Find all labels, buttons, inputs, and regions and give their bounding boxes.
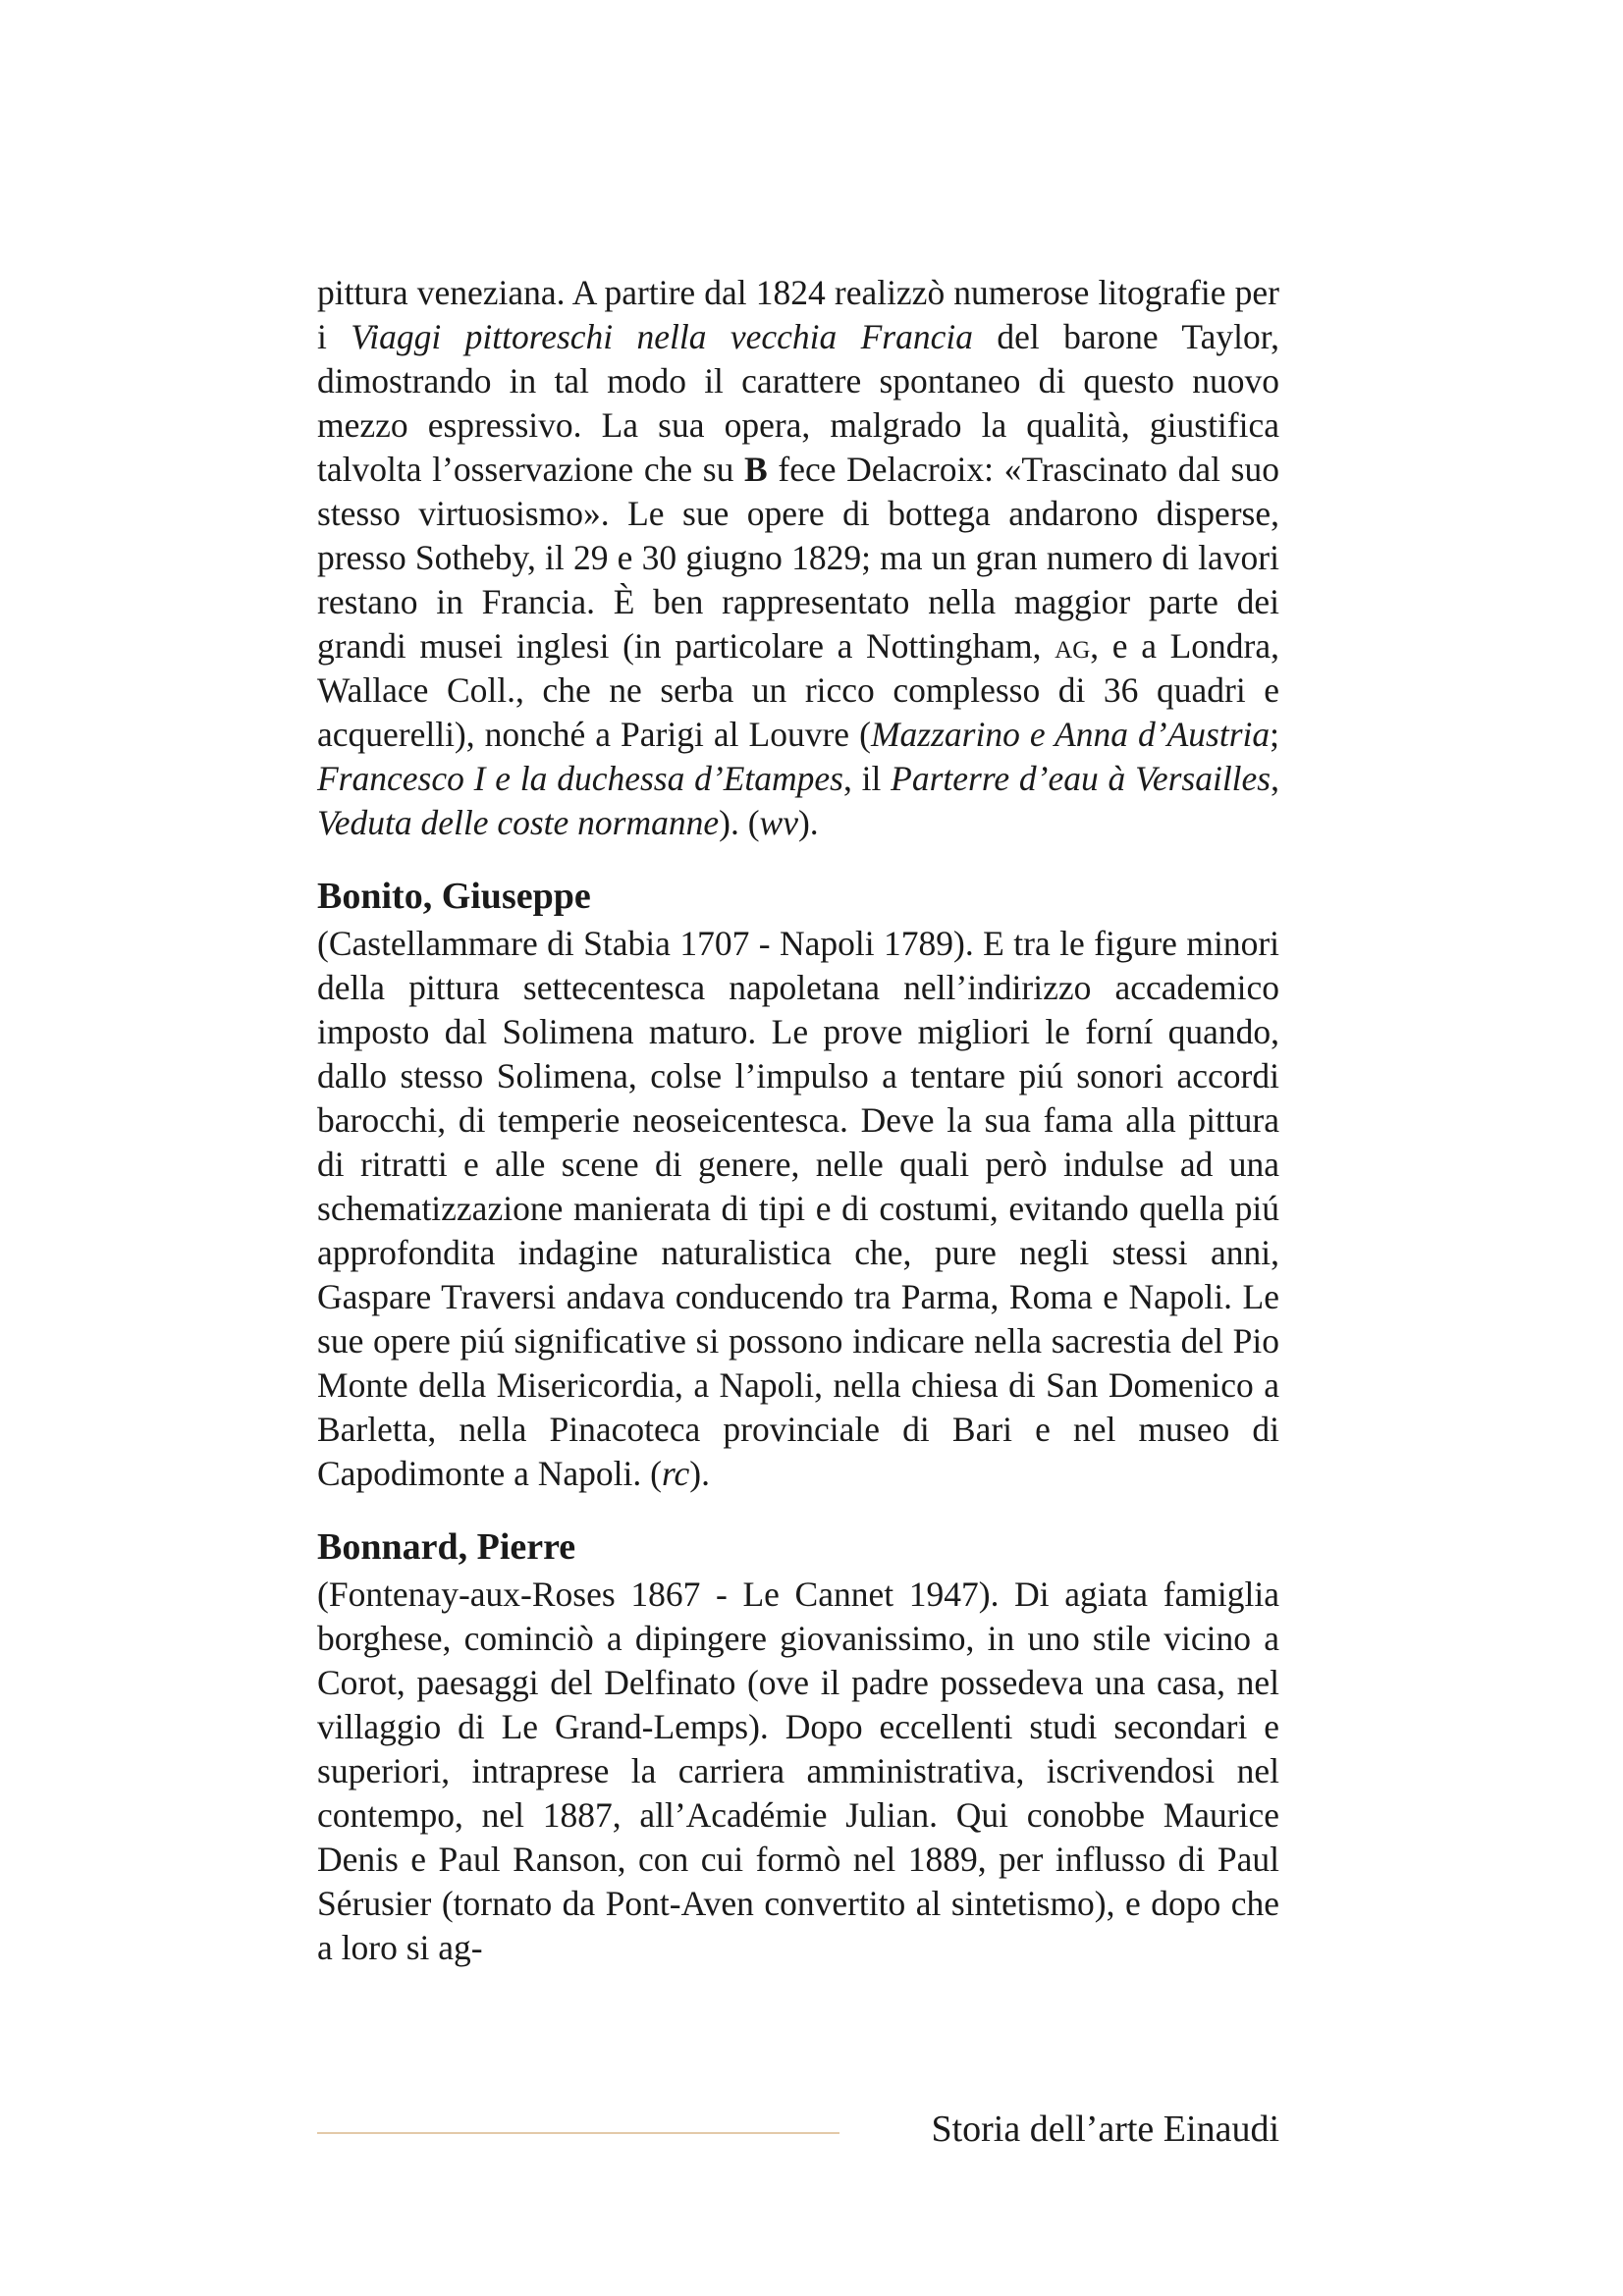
page-footer	[317, 2101, 1279, 2160]
footer-rule	[317, 2132, 839, 2134]
continuation-paragraph	[317, 271, 1279, 845]
text-run: pittura veneziana. A partire dal 1824 realizzò numerose litografie per i	[317, 273, 1279, 356]
entry-paragraph-bonito	[317, 922, 1279, 1496]
text-run: ,	[1271, 759, 1279, 798]
work-title: Parterre d’eau à Versailles	[891, 759, 1271, 798]
text-run: del barone Taylor, dimostrando in tal modo il carattere spontaneo di questo nuovo mezzo espressivo. La sua opera, malgrado la qualità, giustifica talvolta l’osservazione che su	[317, 317, 1279, 489]
work-title: Francesco I e la duchessa d’Etampes	[317, 759, 843, 798]
work-title: Mazzarino e Anna d’Austria	[870, 715, 1271, 754]
author-initials: rc	[661, 1454, 690, 1493]
text-run: fece Delacroix: «Trascinato dal suo stesso virtuosismo». Le sue opere di bottega andarono disperse, presso Sotheby, il 29 e 30 giugno 1829; ma un gran numero di lavori restano in Francia. È ben rappresentato nella maggior parte dei grandi musei inglesi (in particolare a Nottingham,	[317, 450, 1279, 666]
footer-title: Storia dell’arte Einaudi	[931, 2109, 1279, 2150]
entry-paragraph-bonnard	[317, 1573, 1279, 1970]
museum-abbreviation: ag	[1055, 626, 1091, 666]
work-title: Veduta delle coste normanne	[317, 803, 720, 842]
text-run: (Castellammare di Stabia 1707 - Napoli 1789). E tra le figure minori della pittura settecentesca napoletana nell’indirizzo accademico imposto dal Solimena maturo. Le prove migliori le forní quando, dallo stesso Solimena, colse l’impulso a tentare piú sonori accordi barocchi, di temperie neoseicentesca. Deve la sua fama alla pittura di ritratti e alle scene di genere, nelle quali però indulse ad una schematizzazione manierata di tipi e di costumi, evitando quella piú approfondita indagine naturalistica che, pure negli stessi anni, Gaspare Traversi andava conducendo tra Parma, Roma e Napoli. Le sue opere piú significative si possono indicare nella sacrestia del Pio Monte della Misericordia, a Napoli, nella chiesa di San Domenico a Barletta, nella Pinacoteca provinciale di Bari e nel museo di Capodimonte a Napoli. (	[317, 924, 1279, 1493]
text-run: (Fontenay-aux-Roses 1867 - Le Cannet 1947). Di agiata famiglia borghese, cominciò a dipingere giovanissimo, in uno stile vicino a Corot, paesaggi del Delfinato (ove il padre possedeva una casa, nel villaggio di Le Grand-Lemps). Dopo eccellenti studi secondari e superiori, intraprese la carriera amministrativa, iscrivendosi nel contempo, nel 1887, all’Académie Julian. Qui conobbe Maurice Denis e Paul Ranson, con cui formò nel 1889, per influsso di Paul Sérusier (tornato da Pont-Aven convertito al sintetismo), e dopo che a loro si ag-	[317, 1575, 1279, 1967]
page-body	[317, 271, 1279, 1970]
text-run: ).	[689, 1454, 710, 1493]
entry-heading-bonito: Bonito, Giuseppe	[317, 876, 591, 917]
text-run: , e a Londra, Wallace Coll., che ne serba un ricco complesso di 36 quadri e acquerelli), nonché a Parigi al Louvre (	[317, 626, 1280, 754]
text-run: ). (	[719, 803, 760, 842]
entry-heading-bonnard: Bonnard, Pierre	[317, 1526, 576, 1568]
work-title: Viaggi pittoreschi nella vecchia Francia	[351, 317, 973, 356]
text-run: ;	[1270, 715, 1279, 754]
entry-abbreviation: B	[744, 450, 768, 489]
text-run: ).	[797, 803, 819, 842]
author-initials: wv	[759, 803, 798, 842]
text-run: , il	[842, 759, 892, 798]
